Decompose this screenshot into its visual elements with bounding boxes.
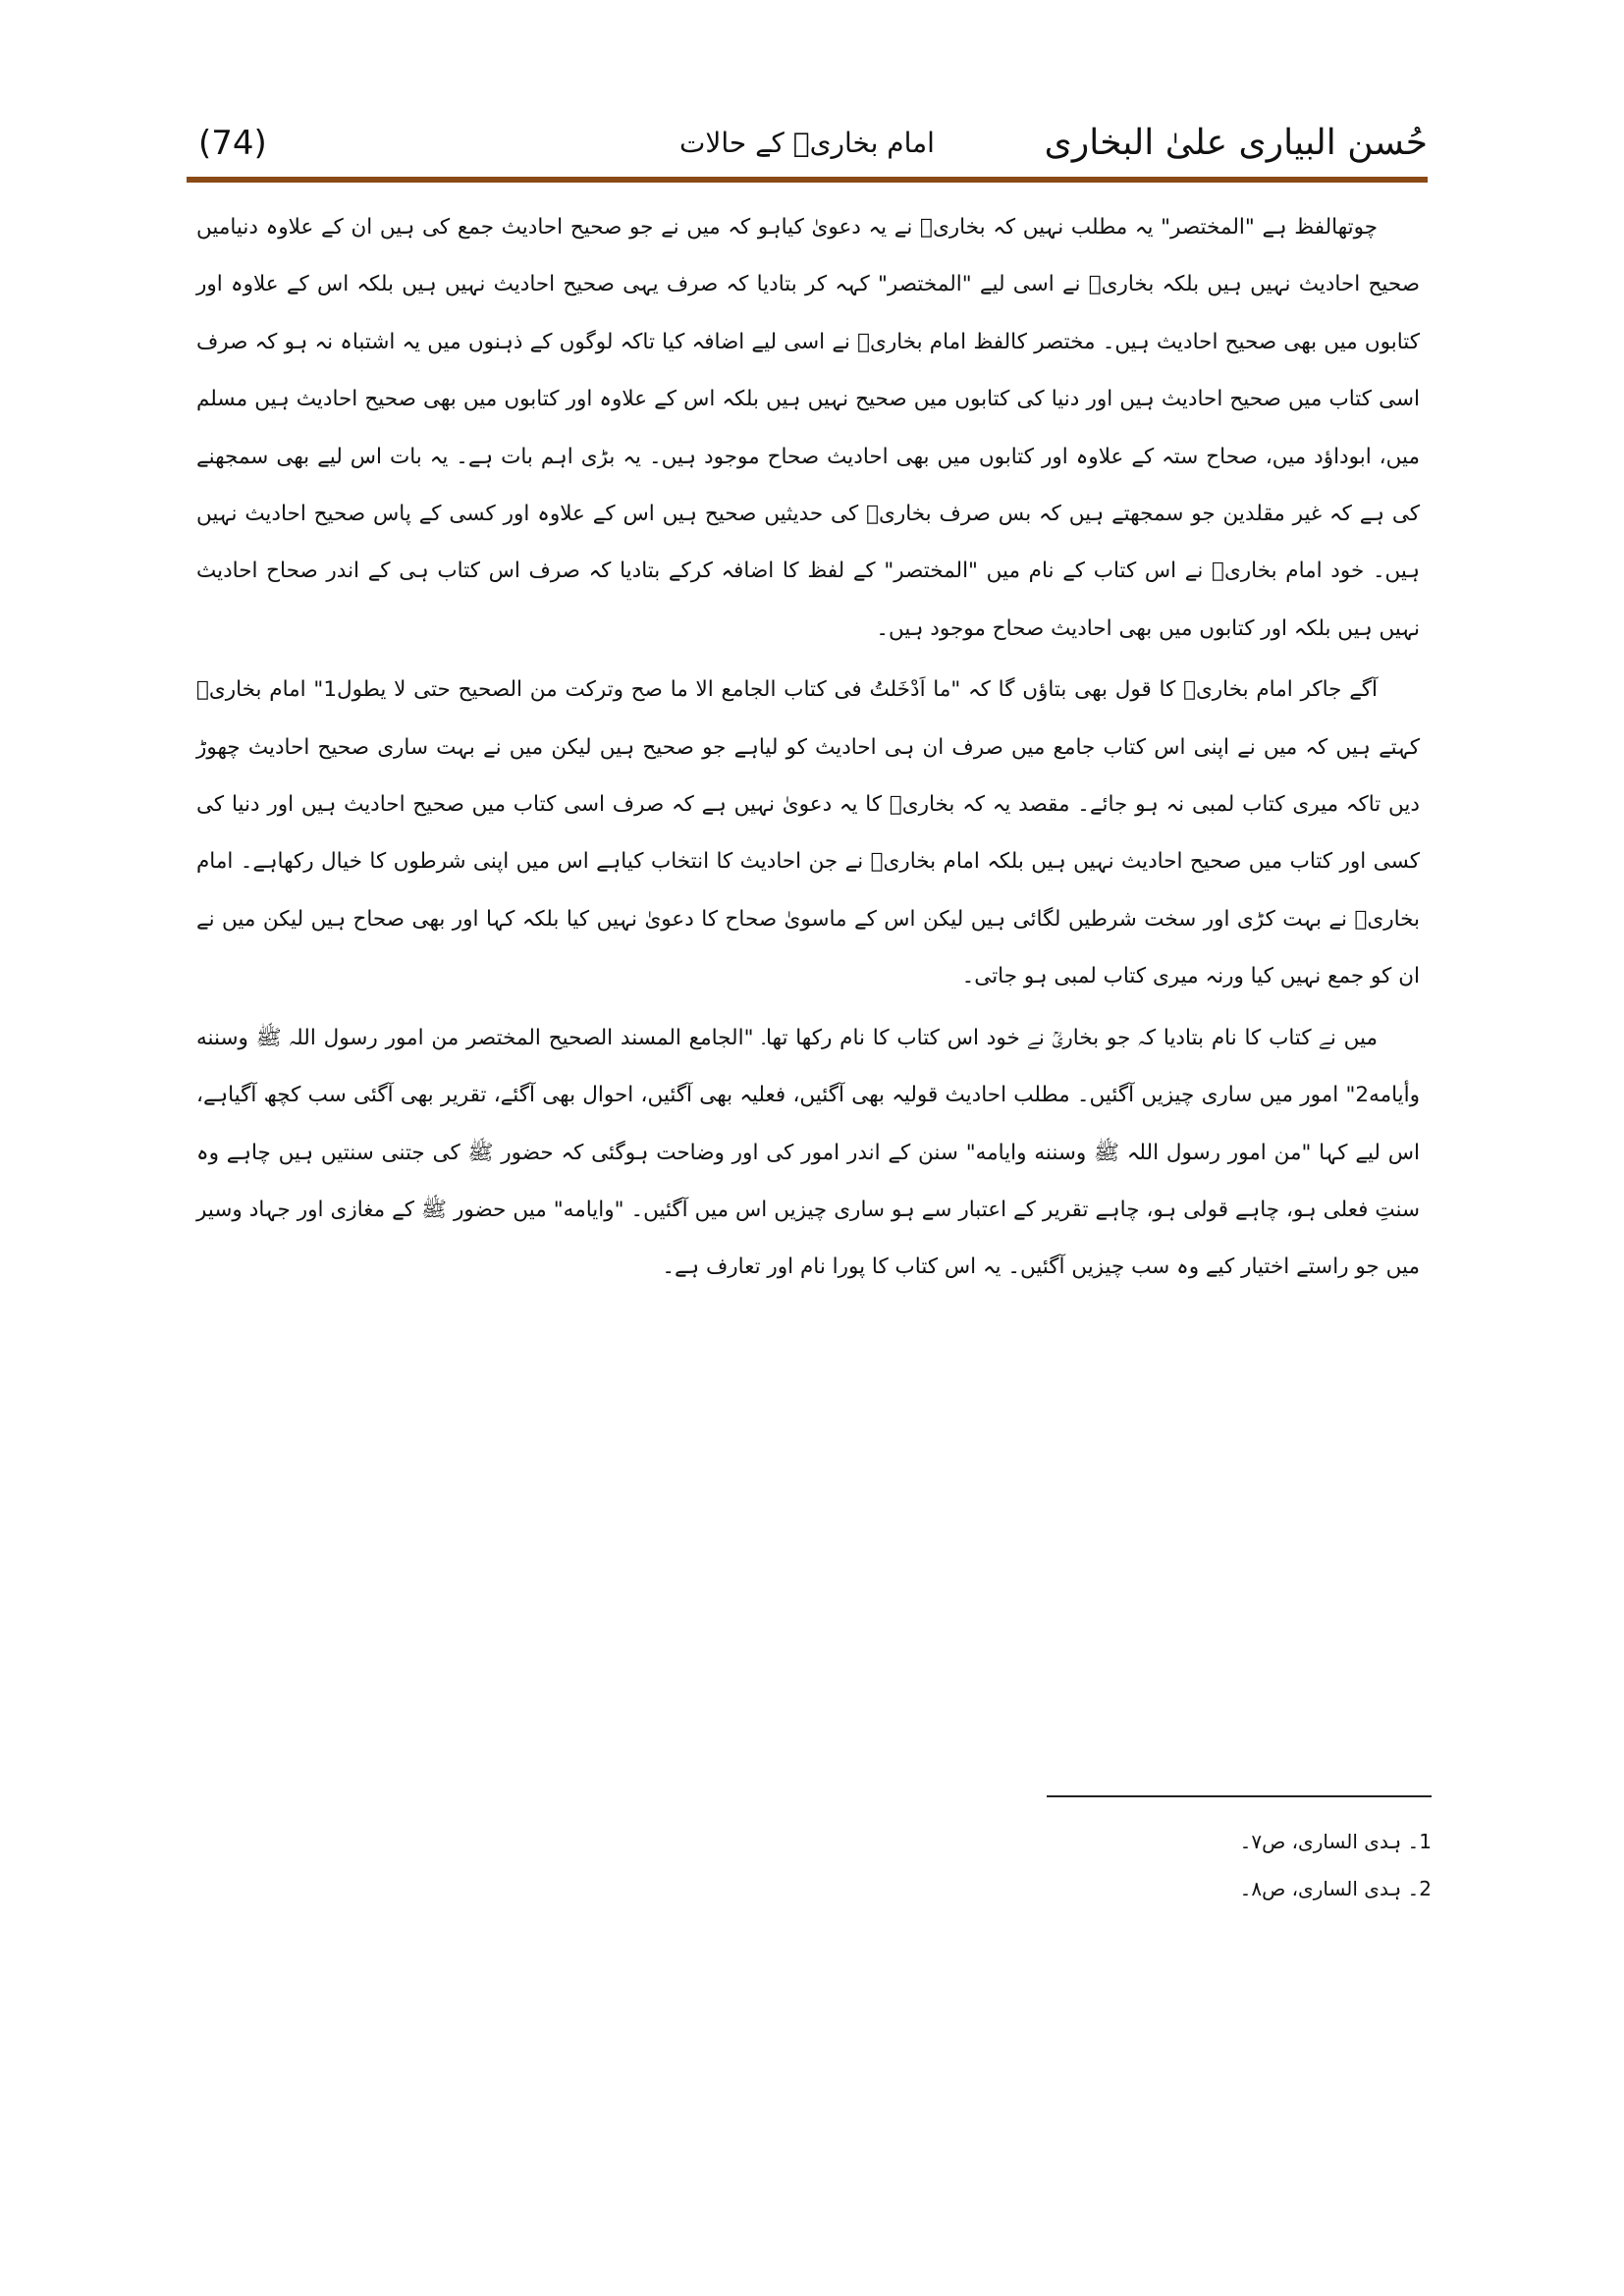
footnote-1: 1۔ ہدی الساری، ص۷۔ bbox=[1239, 1830, 1432, 1853]
book-title: حُسن البیاری علیٰ البخاری bbox=[1044, 123, 1428, 163]
chapter-title: امام بخاریؒ کے حالات bbox=[679, 127, 935, 159]
page-number: (74) bbox=[198, 124, 267, 163]
header-divider bbox=[187, 177, 1428, 183]
paragraph-3: میں نے کتاب کا نام بتادیا کہ جو بخاریؒ نے خود اس کتاب کا نام رکھا تھا۔ "الجامع المسند الصحیح المختصر من امور رسول اللہ ﷺ وسننه وأیامه2" امور میں ساری چیزیں آگئیں۔ مطلب احادیث قولیہ بھی آگئیں، فعلیہ بھی آگئیں، احوال بھی آگئے، تقریر بھی آگئی سب کچھ آگیاہے، اس لیے کہا "من امور رسول اللہ ﷺ وسننه وایامه" سنن کے اندر امور کی اور وضاحت ہوگئی کہ حضور ﷺ کی جتنی سنتیں ہیں چاہے وہ سنتِ فعلی ہو، چاہے قولی ہو، چاہے تقریر کے اعتبار سے ہو ساری چیزیں اس میں آگئیں۔ "وایامه" میں حضور ﷺ کے مغازی اور جہاد وسیر میں جو راستے اختیار کیے وہ سب چیزیں آگئیں۔ یہ اس کتاب کا پورا نام اور تعارف ہے۔ bbox=[196, 1025, 1420, 1280]
page-header bbox=[187, 116, 1428, 175]
paragraph-1: چوتھالفظ ہے "المختصر" یہ مطلب نہیں کہ بخاریؒ نے یہ دعویٰ کیاہو کہ میں نے جو صحیح احادیث جمع کی ہیں ان کے علاوہ دنیامیں صحیح احادیث نہیں ہیں بلکہ بخاریؒ نے اسی لیے "المختصر" کہہ کر بتادیا کہ صرف یہی صحیح احادیث نہیں ہیں بلکہ اس کے علاوہ اور کتابوں میں بھی صحیح احادیث ہیں۔ مختصر کالفظ امام بخاریؒ نے اسی لیے اضافہ کیا تاکہ لوگوں کے ذہنوں میں یہ اشتباہ نہ ہو کہ صرف اسی کتاب میں صحیح احادیث ہیں اور دنیا کی کتابوں میں صحیح نہیں ہیں بلکہ اس کے علاوہ اور کتابوں میں بھی صحیح احادیث ہیں مسلم میں، ابوداؤد میں، صحاح ستہ کے علاوہ اور کتابوں میں بھی احادیث صحاح موجود ہیں۔ یہ بڑی اہم بات ہے۔ یہ بات اس لیے بھی سمجھنے کی ہے کہ غیر مقلدین جو سمجھتے ہیں کہ بس صرف بخاریؒ کی حدیثیں صحیح ہیں اس کے علاوہ اور کسی کے پاس صحیح احادیث نہیں ہیں۔ خود امام بخاریؒ نے اس کتاب کے نام میں "المختصر" کے لفظ کا اضافہ کرکے بتادیا کہ صرف اس کتاب ہی کے اندر صحاح احادیث نہیں ہیں بلکہ اور کتابوں میں بھی احادیث صحاح موجود ہیں۔ bbox=[196, 215, 1420, 641]
footnote-2: 2۔ ہدی الساری، ص۸۔ bbox=[1239, 1877, 1432, 1900]
footnotes bbox=[842, 1818, 1432, 1912]
paragraph-2: آگے جاکر امام بخاریؒ کا قول بھی بتاؤں گا کہ "ما اَدْخَلتُ فی کتاب الجامع الا ما صح وترکت من الصحیح حتی لا یطول1" امام بخاریؒ کہتے ہیں کہ میں نے اپنی اس کتاب جامع میں صرف ان ہی احادیث کو لیاہے جو صحیح ہیں لیکن میں نے بہت ساری صحیح احادیث چھوڑ دیں تاکہ میری کتاب لمبی نہ ہو جائے۔ مقصد یہ کہ بخاریؒ کا یہ دعویٰ نہیں ہے کہ صرف اسی کتاب میں صحیح احادیث ہیں اور دنیا کی کسی اور کتاب میں صحیح احادیث نہیں ہیں بلکہ امام بخاریؒ نے جن احادیث کا انتخاب کیاہے اس میں اپنی شرطوں کا خیال رکھاہے۔ امام بخاریؒ نے بہت کڑی اور سخت شرطیں لگائی ہیں لیکن اس کے ماسویٰ صحاح کا دعویٰ نہیں کیا بلکہ کہا اور بھی صحاح ہیں لیکن میں نے ان کو جمع نہیں کیا ورنہ میری کتاب لمبی ہو جاتی۔ bbox=[196, 677, 1420, 989]
body-text bbox=[196, 199, 1420, 1301]
footnote-divider bbox=[1047, 1795, 1432, 1797]
